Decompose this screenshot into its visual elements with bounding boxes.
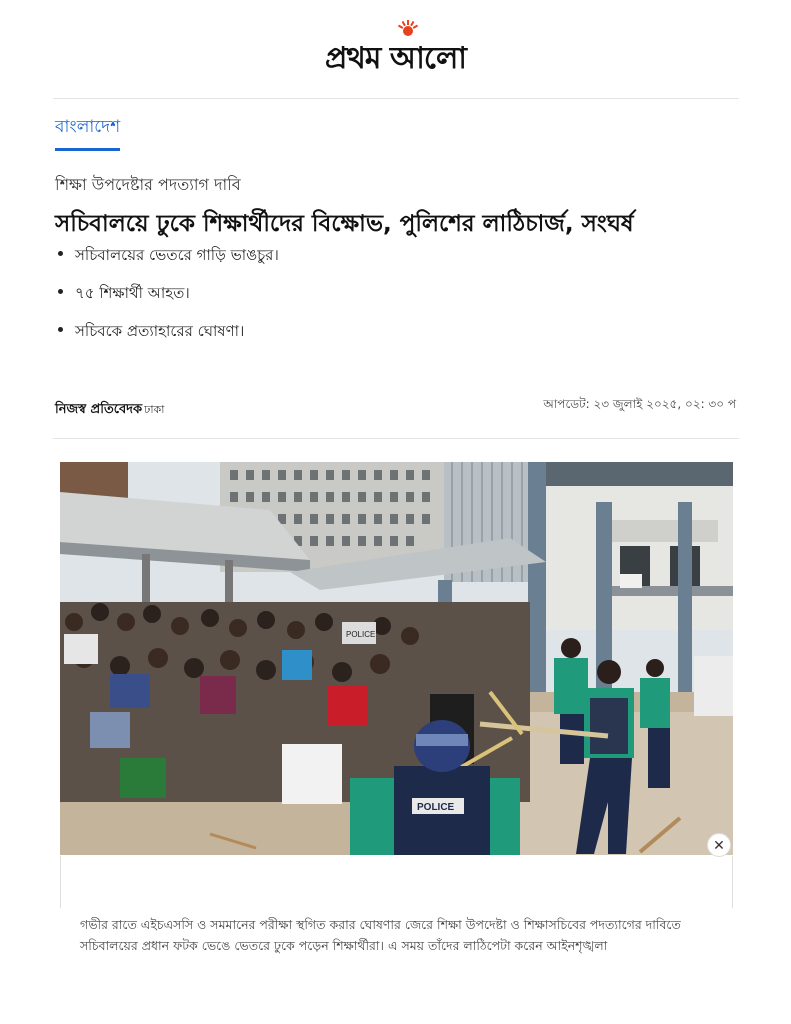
section-link-bangladesh[interactable]: বাংলাদেশ <box>55 114 120 151</box>
lead-photo <box>60 462 733 855</box>
police-vest-text: POLICE <box>417 802 455 813</box>
caption-box <box>60 856 733 908</box>
logo-sun-icon <box>399 20 417 38</box>
police-sign-text: POLICE <box>346 630 376 639</box>
author-link[interactable]: নিজস্ব প্রতিবেদক <box>55 402 143 417</box>
article-headline: সচিবালয়ে ঢুকে শিক্ষার্থীদের বিক্ষোভ, পুলিশের লাঠিচার্জ, সংঘর্ষ <box>55 211 634 237</box>
summary-bullet <box>58 282 279 320</box>
summary-bullets <box>58 244 279 358</box>
photo-caption: গভীর রাতে এইচএসসি ও সমমানের পরীক্ষা স্থগিত করার ঘোষণার জেরে শিক্ষা উপদেষ্টা ও শিক্ষাসচিবের পদত্যাগের দাবিতে সচিবালয়ের প্রধান ফটক ভেঙে ভেতরে ঢুকে পড়েন শিক্ষার্থীরা। এ সময় তাঁদের লাঠিপেটা করেন আইনশৃঙ্খলা <box>80 917 681 953</box>
bullet-dot-icon <box>58 251 63 256</box>
byline-divider <box>53 438 739 439</box>
summary-bullet-text: সচিবালয়ের ভেতরে গাড়ি ভাঙচুর। <box>75 246 279 264</box>
site-logo[interactable] <box>325 34 466 85</box>
lead-photo-illustration <box>60 462 733 855</box>
header-divider <box>53 98 739 99</box>
article-kicker: শিক্ষা উপদেষ্টার পদত্যাগ দাবি <box>55 175 241 194</box>
masthead <box>0 0 791 98</box>
byline-location: ঢাকা <box>144 403 165 416</box>
bullet-dot-icon <box>58 327 63 332</box>
summary-bullet-text: সচিবকে প্রত্যাহারের ঘোষণা। <box>75 322 245 340</box>
logo-text: প্রথম আলো <box>324 40 467 76</box>
close-image-button[interactable] <box>707 833 731 857</box>
summary-bullet <box>58 244 279 282</box>
byline <box>55 400 164 421</box>
summary-bullet <box>58 320 279 358</box>
bullet-dot-icon <box>58 289 63 294</box>
updated-timestamp: আপডেট: ২৩ জুলাই ২০২৫, ০২: ৩০ প <box>543 397 736 411</box>
summary-bullet-text: ৭৫ শিক্ষার্থী আহত। <box>75 284 190 302</box>
close-icon: ✕ <box>713 836 725 853</box>
